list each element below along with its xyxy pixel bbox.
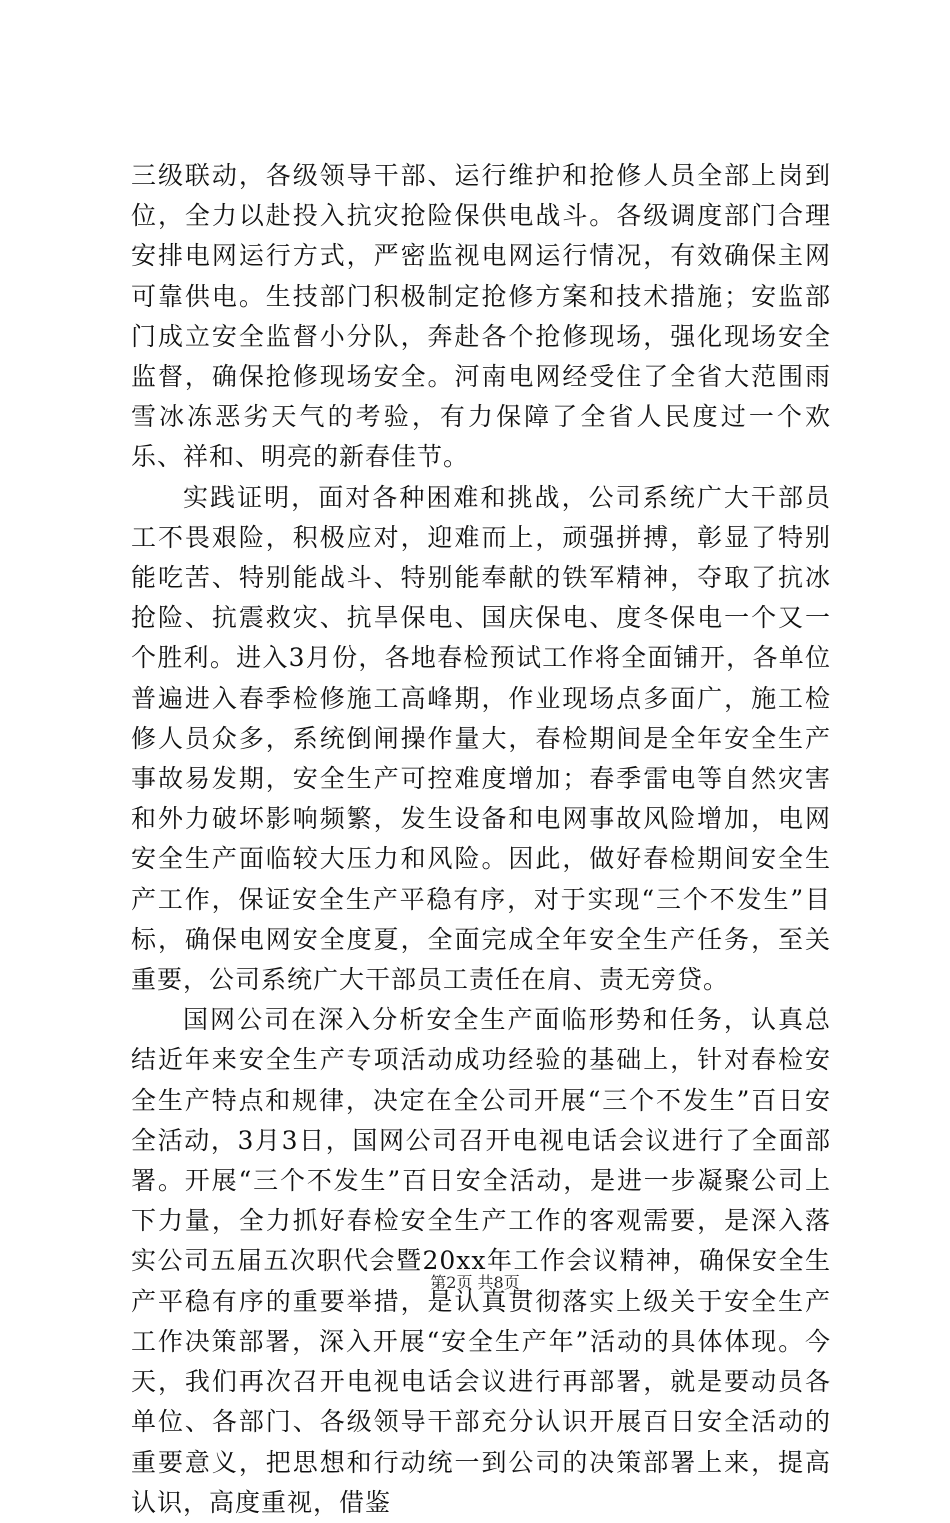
paragraph: 国网公司在深入分析安全生产面临形势和任务，认真总结近年来安全生产专项活动成功经验的基础上，针对春检安全生产特点和规律，决定在全公司开展“三个不发生”百日安全活动，3月3日，国网公司召开电视电话会议进行了全面部署。开展“三个不发生”百日安全活动，是进一步凝聚公司上下力量，全力抓好春检安全生产工作的客观需要，是深入落实公司五届五次职代会暨20xx年工作会议精神，确保安全生产平稳有序的重要举措，是认真贯彻落实上级关于安全生产工作决策部署，深入开展“安全生产年”活动的具体体现。今天，我们再次召开电视电话会议进行再部署，就是要动员各单位、各部门、各级领导干部充分认识开展百日安全活动的重要意义，把思想和行动统一到公司的决策部署上来，提高认识，高度重视，借鉴: [131, 1005, 831, 1517]
page-number-footer: 第2页 共8页: [430, 1273, 520, 1292]
paragraph-continued: 三级联动，各级领导干部、运行维护和抢修人员全部上岗到位，全力以赴投入抗灾抢险保供电战斗。各级调度部门合理安排电网运行方式，严密监视电网运行情况，有效确保主网可靠供电。生技部门积极制定抢修方案和技术措施；安监部门成立安全监督小分队，奔赴各个抢修现场，强化现场安全监督，确保抢修现场安全。河南电网经受住了全省大范围雨雪冰冻恶劣天气的考验，有力保障了全省人民度过一个欢乐、祥和、明亮的新春佳节。: [131, 161, 831, 472]
paragraph: 实践证明，面对各种困难和挑战，公司系统广大干部员工不畏艰险，积极应对，迎难而上，顽强拼搏，彰显了特别能吃苦、特别能战斗、特别能奉献的铁军精神，夺取了抗冰抢险、抗震救灾、抗旱保电、国庆保电、度冬保电一个又一个胜利。进入3月份，各地春检预试工作将全面铺开，各单位普遍进入春季检修施工高峰期，作业现场点多面广，施工检修人员众多，系统倒闸操作量大，春检期间是全年安全生产事故易发期，安全生产可控难度增加；春季雷电等自然灾害和外力破坏影响频繁，发生设备和电网事故风险增加，电网安全生产面临较大压力和风险。因此，做好春检期间安全生产工作，保证安全生产平稳有序，对于实现“三个不发生”目标，确保电网安全度夏，全面完成全年安全生产任务，至关重要，公司系统广大干部员工责任在肩、责无旁贷。: [131, 482, 831, 995]
document-body: [131, 156, 831, 1523]
